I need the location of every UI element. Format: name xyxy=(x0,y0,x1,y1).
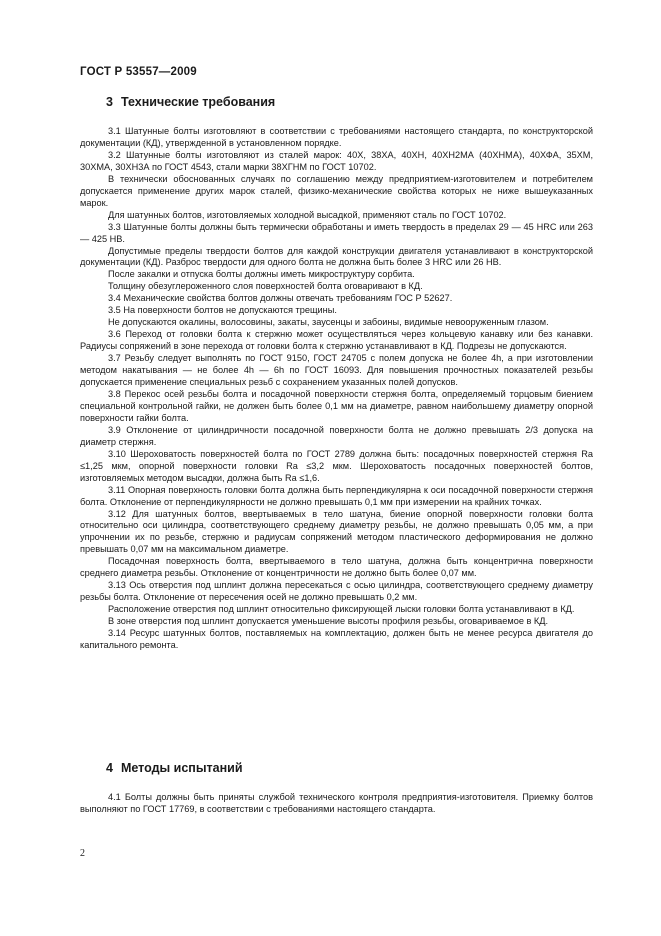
section-4-heading: Методы испытаний xyxy=(120,761,243,775)
paragraph: Допустимые пределы твердости болтов для каждой конструкции двигателя устанавливают в конструкторской документации (КД). Разброс твердости для одного болта не должна быть более 3 HRC или 26 НВ. xyxy=(80,245,593,268)
paragraph: В технически обоснованных случаях по соглашению между предприятием-изготовителем и потребителем допускается применение других марок сталей, физико-механические свойства которых не ниже вышеуказанных марок. xyxy=(80,173,593,208)
paragraph-3-1: 3.1 Шатунные болты изготовляют в соответствии с требованиями настоящего стандарта, по конструкторской документации (КД), утвержденной в установленном порядке. xyxy=(80,126,593,148)
paragraph-3-10: 3.10 Шероховатость поверхностей болта по ГОСТ 2789 должна быть: посадочных поверхностей стержня Ra ≤1,25 мкм, опорной поверхности головки Ra ≤3,2 мкм. Шероховатость посадочных поверхностей болтов, изготовляемых методом высадки, должна быть Ra ≤1,6. xyxy=(80,448,593,483)
paragraph-4-1: 4.1 Болты должны быть приняты службой технического контроля предприятия-изготовителя. Приемку болтов выполняют по ГОСТ 17769, в соответствии с требованиями настоящего стандарта. xyxy=(80,792,593,814)
section-3-title xyxy=(80,94,593,110)
page-number: 2 xyxy=(80,848,85,859)
standard-header: ГОСТ Р 53557—2009 xyxy=(80,66,197,78)
paragraph-3-2: 3.2 Шатунные болты изготовляют из сталей марок: 40Х, 38ХА, 40ХН, 40ХН2МА (40ХНМА), 40ХФА, 35ХМ, 30ХМА, 30ХН3А по ГОСТ 4543, стали марки 38ХГНМ по ГОСТ 10702. xyxy=(80,149,593,172)
paragraph: Толщину обезуглероженного слоя поверхностей болта оговаривают в КД. xyxy=(108,281,423,292)
paragraph-3-13: 3.13 Ось отверстия под шплинт должна пересекаться с осью цилиндра, соответствующего среднему диаметру резьбы болта. Отклонение от пересечения осей не должно превышать 0,2 мм. xyxy=(80,580,593,603)
paragraph-3-5: 3.5 На поверхности болтов не допускаются трещины. xyxy=(108,305,337,316)
paragraph-3-8: 3.8 Перекос осей резьбы болта и посадочной поверхности стержня болта, определяемый торцовым биением специальной контрольной гайки, не должен быть более 0,1 мм на диаметре, равном наибольшему диаметру опорной поверхности гайки болта. xyxy=(80,388,593,423)
paragraph-3-3: 3.3 Шатунные болты должны быть термически обработаны и иметь твердость в пределах 29 — 45 HRC или 263 — 425 НВ. xyxy=(80,221,593,244)
paragraph: Посадочная поверхность болта, ввертываемого в тело шатуна, должна быть концентрична поверхности среднего диаметра резьбы. Отклонение от концентричности не должно быть более 0,07 мм. xyxy=(80,556,593,579)
paragraph-3-4: 3.4 Механические свойства болтов должны отвечать требованиям ГОС Р 52627. xyxy=(108,293,453,304)
paragraph: После закалки и отпуска болты должны иметь микроструктуру сорбита. xyxy=(108,269,415,280)
paragraph-3-14: 3.14 Ресурс шатунных болтов, поставляемых на комплектацию, должен быть не менее ресурса двигателя до капитального ремонта. xyxy=(80,628,593,650)
paragraph: Для шатунных болтов, изготовляемых холодной высадкой, применяют сталь по ГОСТ 10702. xyxy=(108,209,507,220)
section-4-body xyxy=(80,792,593,816)
paragraph: В зоне отверстия под шплинт допускается уменьшение высоты профиля резьбы, оговариваемое в КД. xyxy=(108,616,549,627)
paragraph: Расположение отверстия под шплинт относительно фиксирующей лыски головки болта устанавливают в КД. xyxy=(108,604,575,615)
section-3-number: 3 xyxy=(106,95,113,109)
paragraph: Не допускаются окалины, волосовины, закаты, заусенцы и забоины, видимые невооруженным глазом. xyxy=(108,317,549,328)
section-3-body xyxy=(80,126,593,652)
paragraph-3-7: 3.7 Резьбу следует выполнять по ГОСТ 9150, ГОСТ 24705 с полем допуска не более 4h, а при изготовлении методом накатывания — не более 4h — 6h по ГОСТ 16093. Для повышения прочностных показателей резьбы допускается применение специальных резьб с сохранением указанных полей допусков. xyxy=(80,353,593,388)
paragraph-3-6: 3.6 Переход от головки болта к стержню может осуществляться через кольцевую канавку или без канавки. Радиусы сопряжений в зоне перехода от головки болта к стержню устанавливают в КД. Подрезы не допускаются. xyxy=(80,329,593,352)
paragraph-3-11: 3.11 Опорная поверхность головки болта должна быть перпендикулярна к оси посадочной поверхности стержня болта. Отклонение от перпендикулярности не должно превышать 0,1 мм при измерении на крайних точках. xyxy=(80,484,593,507)
section-4-number: 4 xyxy=(106,761,113,775)
section-4 xyxy=(80,760,593,816)
section-4-title xyxy=(80,760,593,776)
paragraph-3-12: 3.12 Для шатунных болтов, ввертываемых в тело шатуна, биение опорной поверхности головки болта относительно оси цилиндра, соответствующего среднему диаметру резьбы, не должно превышать 0,05 мм, а при упрочнении их по резьбе, стержню и радиусам сопряжений методом пластического деформирования не должно превышать 0,07 мм на максимальном диаметре. xyxy=(80,508,593,555)
section-3-heading: Технические требования xyxy=(120,95,276,109)
section-3 xyxy=(80,94,593,652)
paragraph-3-9: 3.9 Отклонение от цилиндричности посадочной поверхности болта не должно превышать 2/3 допуска на диаметр стержня. xyxy=(80,424,593,447)
